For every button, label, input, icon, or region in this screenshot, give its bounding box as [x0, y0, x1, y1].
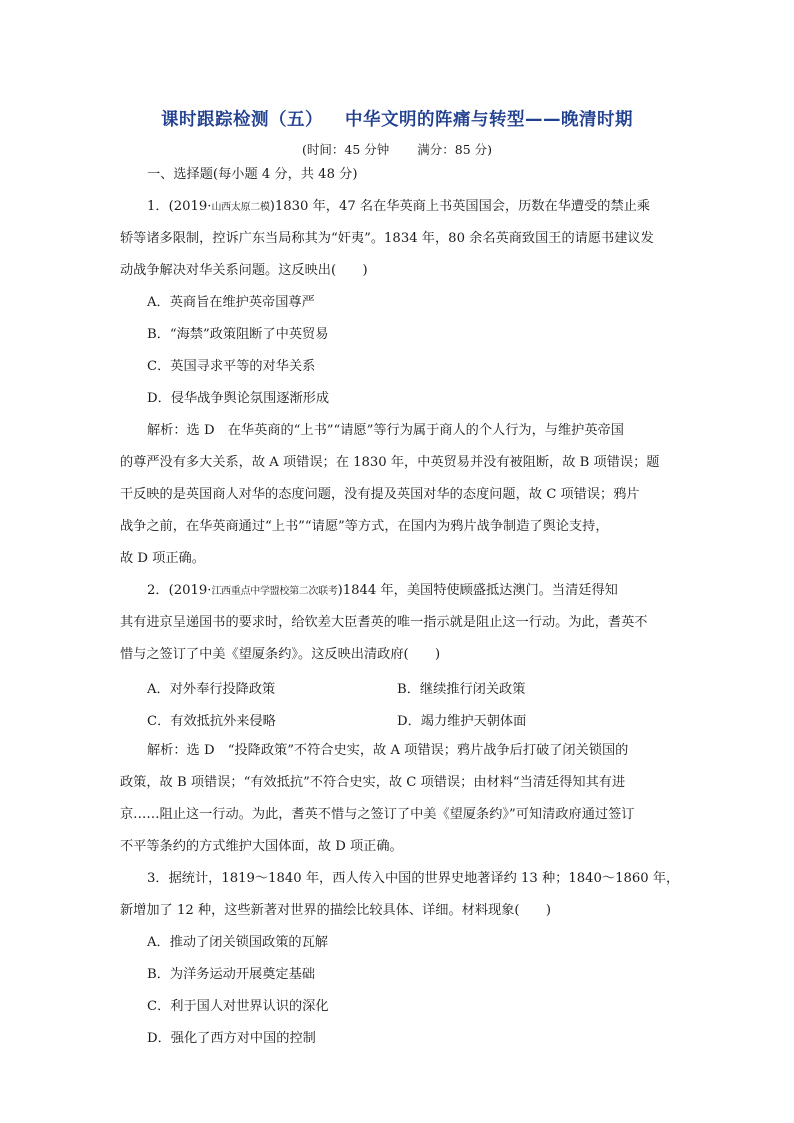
exam-score: 满分：85 分) [417, 142, 493, 157]
q2-option-d: D．竭力维护天朝体面 [397, 714, 527, 729]
q1-option-d: D．侵华战争舆论氛围逐渐形成 [147, 391, 330, 406]
q3-option-a: A．推动了闭关锁国政策的瓦解 [147, 935, 328, 950]
q2-analysis-2: 政策，故 B 项错误；“有效抵抗”不符合史实，故 C 项错误；由材料“当清廷得知其有进 [120, 775, 626, 790]
q1-analysis-1: 解析：选 D 在华英商的“上书”“请愿”等行为属于商人的个人行为，与维护英帝国 [147, 423, 624, 438]
q3-option-c: C．利于国人对世界认识的深化 [147, 999, 329, 1014]
exam-time: (时间：45 分钟 [301, 142, 390, 157]
q2-analysis-4: 不平等条约的方式维护大国体面，故 D 项正确。 [120, 839, 403, 854]
q2-analysis-3: 京……阻止这一行动。为此，耆英不惜与之签订了中美《望厦条约》”可知清政府通过签订 [120, 807, 635, 822]
q1-option-b: B．“海禁”政策阻断了中英贸易 [147, 327, 329, 342]
section-heading: 一、选择题(每小题 4 分，共 48 分) [147, 167, 358, 182]
q3-line-2: 新增加了 12 种，这些新著对世界的描绘比较具体、详细。材料现象( ) [120, 903, 552, 918]
q1-option-c: C．英国寻求平等的对华关系 [147, 359, 316, 374]
q1-source: 山西太原二模 [211, 202, 270, 213]
q2-option-c: C．有效抵抗外来侵略 [147, 714, 276, 729]
q1-line-1: 1．(2019·山西太原二模)1830 年，47 名在华英商上书英国国会，历数在华遭受的禁止乘 [147, 199, 651, 214]
q2-analysis-1: 解析：选 D “投降政策”不符合史实，故 A 项错误；鸦片战争后打破了闭关锁国的 [147, 743, 629, 758]
q2-line-1: 2．(2019·江西重点中学盟校第二次联考)1844 年，美国特使顾盛抵达澳门。当清廷得知 [147, 583, 618, 598]
exam-info [0, 140, 794, 158]
q1-line-2: 轿等诸多限制，控诉广东当局称其为“奸夷”。1834 年，80 余名英商致国王的请愿书建议发 [120, 231, 654, 246]
q2-option-a: A．对外奉行投降政策 [147, 682, 276, 697]
title-left: 课时跟踪检测（五） [161, 110, 323, 130]
q2-option-b: B．继续推行闭关政策 [397, 682, 526, 697]
q2-line-2: 其有进京呈递国书的要求时，给钦差大臣耆英的唯一指示就是阻止这一行动。为此，耆英不 [120, 615, 648, 630]
title-right: 中华文明的阵痛与转型——晚清时期 [345, 110, 633, 130]
q3-option-d: D．强化了西方对中国的控制 [147, 1031, 316, 1046]
q1-line-3: 动战争解决对华关系问题。这反映出( ) [120, 263, 368, 278]
q3-option-b: B．为洋务运动开展奠定基础 [147, 967, 315, 982]
q1-analysis-4: 战争之前，在华英商通过“上书”“请愿”等方式，在国内为鸦片战争制造了舆论支持， [120, 519, 609, 534]
q1-analysis-5: 故 D 项正确。 [120, 551, 205, 566]
q1-analysis-3: 干反映的是英国商人对华的态度问题，没有提及英国对华的态度问题，故 C 项错误；鸦片 [120, 487, 640, 502]
q3-line-1: 3．据统计，1819～1840 年，西人传入中国的世界史地著译约 13 种；1840～1860 年， [147, 871, 680, 886]
q1-analysis-2: 的尊严没有多大关系，故 A 项错误；在 1830 年，中英贸易并没有被阻断，故 B 项错误；题 [120, 455, 660, 470]
q1-option-a: A．英商旨在维护英帝国尊严 [147, 295, 315, 310]
page-title [0, 106, 794, 131]
q2-source: 江西重点中学盟校第二次联考 [211, 586, 338, 597]
q2-line-3: 惜与之签订了中美《望厦条约》。这反映出清政府( ) [120, 647, 441, 662]
